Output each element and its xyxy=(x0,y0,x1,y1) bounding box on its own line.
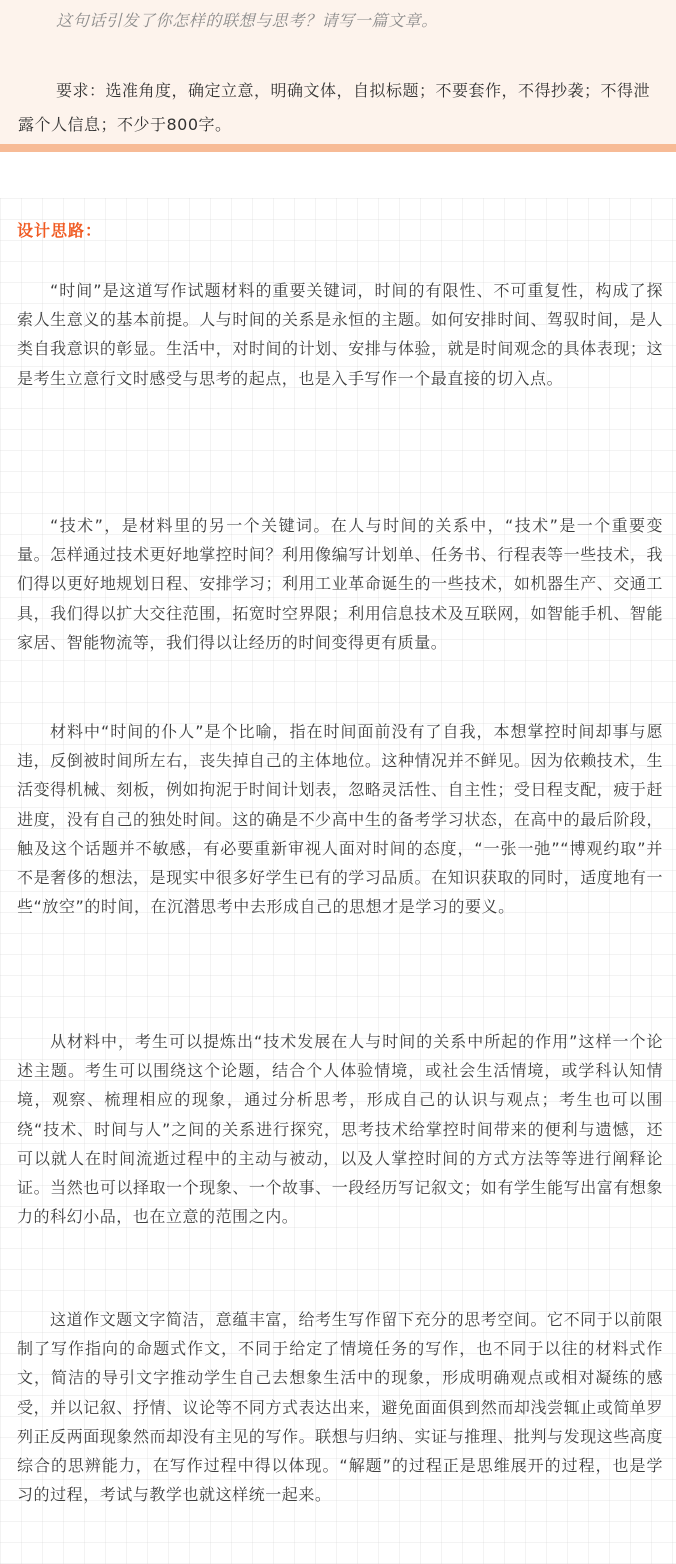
paragraph-technology: “技术”，是材料里的另一个关键词。在人与时间的关系中，“技术”是一个重要变量。怎样通过技术更好地掌控时间？利用像编写计划单、任务书、行程表等一些技术，我们得以更好地规划日程、安排学习；利用工业革命诞生的一些技术，如机器生产、交通工具，我们得以扩大交往范围，拓宽时空界限；利用信息技术及互联网，如智能手机、智能家居、智能物流等，我们得以让经历的时间变得更有质量。 xyxy=(17,516,663,652)
writing-prompt-box xyxy=(0,0,676,152)
prompt-requirements: 要求：选准角度，确定立意，明确文体，自拟标题；不要套作，不得抄袭；不得泄露个人信息；不少于800字。 xyxy=(18,81,651,134)
prompt-question: 这句话引发了你怎样的联想与思考？请写一篇文章。 xyxy=(56,11,438,30)
paragraph-servant-of-time: 材料中“时间的仆人”是个比喻，指在时间面前没有了自我，本想掌控时间却事与愿违，反倒被时间所左右，丧失掉自己的主体地位。这种情况并不鲜见。因为依赖技术，生活变得机械、刻板，例如拘泥于时间计划表，忽略灵活性、自主性；受日程支配，疲于赶进度，没有自己的独处时间。这的确是不少高中生的备考学习状态，在高中的最后阶段，触及这个话题并不敏感，有必要重新审视人面对时间的态度，“一张一弛”“博观约取”并不是奢侈的想法，是现实中很多好学生已有的学习品质。在知识获取的同时，适度地有一些“放空”的时间，在沉潜思考中去形成自己的思想才是学习的要义。 xyxy=(17,722,663,917)
section-title: 设计思路： xyxy=(17,221,103,240)
paragraph-time: “时间”是这道写作试题材料的重要关键词，时间的有限性、不可重复性，构成了探索人生意义的基本前提。人与时间的关系是永恒的主题。如何安排时间、驾驭时间，是人类自我意识的彰显。生活中，对时间的计划、安排与体验，就是时间观念的具体表现；这是考生立意行文时感受与思考的起点，也是入手写作一个最直接的切入点。 xyxy=(17,281,663,388)
design-ideas-section xyxy=(0,198,676,1564)
paragraph-argument-theme: 从材料中，考生可以提炼出“技术发展在人与时间的关系中所起的作用”这样一个论述主题。考生可以围绕这个论题，结合个人体验情境，或社会生活情境，或学科认知情境，观察、梳理相应的现象，通过分析思考，形成自己的认识与观点；考生也可以围绕“技术、时间与人”之间的关系进行探究，思考技术给掌控时间带来的便利与遗憾，还可以就人在时间流逝过程中的主动与被动，以及人掌控时间的方式方法等等进行阐释论证。当然也可以择取一个现象、一个故事、一段经历写记叙文；如有学生能写出富有想象力的科幻小品，也在立意的范围之内。 xyxy=(17,1032,663,1227)
paragraph-summary: 这道作文题文字简洁，意蕴丰富，给考生写作留下充分的思考空间。它不同于以前限制了写作指向的命题式作文，不同于给定了情境任务的写作，也不同于以往的材料式作文，简洁的导引文字推动学生自己去想象生活中的现象，形成明确观点或相对凝练的感受，并以记叙、抒情、议论等不同方式表达出来，避免面面俱到然而却浅尝辄止或简单罗列正反两面现象然而却没有主见的写作。联想与归纳、实证与推理、批判与发现这些高度综合的思辨能力，在写作过程中得以体现。“解题”的过程正是思维展开的过程，也是学习的过程，考试与教学也就这样统一起来。 xyxy=(17,1310,663,1505)
